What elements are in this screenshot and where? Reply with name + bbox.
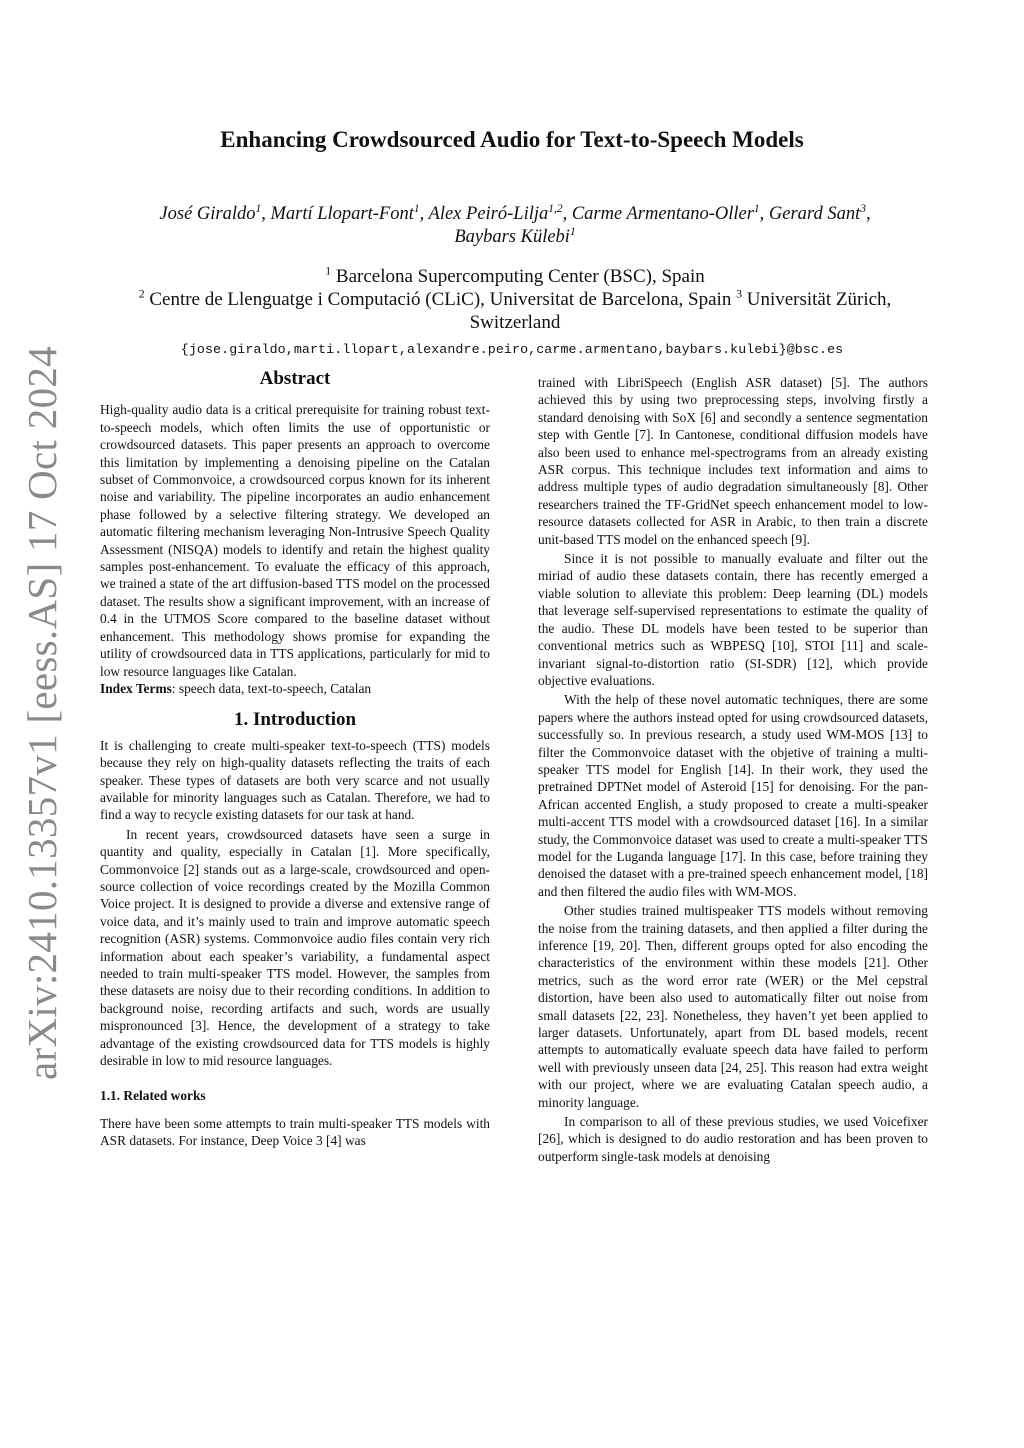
paragraph: trained with LibriSpeech (English ASR dataset) [5]. The authors achieved this by using two preprocessing steps, involving firstly a standard denoising with SoX [6] and secondly a sentence segmentation step with Gentle [7]. In Cantonese, conditional diffusion models have also been used to enhance mel-spectrograms from an already existing ASR corpus. This technique includes text information and aims to address multiple types of audio degradation simultaneously [8]. Other researchers trained the TF-GridNet speech enhancement model to low-resource datasets collected for ASR in Arabic, to then train a discrete unit-based TTS model on the enhanced speech [9]. [538,375,928,547]
paragraph: With the help of these novel automatic techniques, there are some papers where the authors instead opted for using crowdsourced datasets, successfully so. In previous research, a study used WM-MOS [13] to filter the Commonvoice dataset with the objetive of training a multi-speaker TTS model for English [14]. In their work, they used the pretrained DPTNet model of Asteroid [15] for denoising. For the pan-African accented English, a study proposed to create a multi-speaker multi-accent TTS model with a crowdsourced dataset [16]. In a similar study, the Commonvoice dataset was used to create a multi-speaker TTS model for the Luganda language [17]. In this case, before training they denoised the dataset with a pre-trained speech enhancement model, [18] and then filtered the audio files with WM-MOS. [538,692,928,899]
author-affiliation-mark: 1 [569,225,576,238]
paragraph: There have been some attempts to train multi-speaker TTS models with ASR datasets. For instance, Deep Voice 3 [4] was [100,1115,490,1149]
author-name: Baybars Külebi [454,227,570,247]
author-name: Carme Armentano-Oller [571,204,754,224]
abstract-heading: Abstract [259,368,331,389]
affiliation-text: Centre de Llenguatge i Computació (CLiC), Universitat de Barcelona, Spain [149,289,732,310]
introduction-heading: 1. Introduction [233,709,357,731]
affiliation-text: Universität Zürich, [746,289,892,310]
index-terms [100,680,490,697]
right-column [538,374,928,1165]
paragraph: In recent years, crowdsourced datasets have seen a surge in quantity and quality, especially in Catalan [1]. More specifically, Commonvoice [2] stands out as a large-scale, crowdsourced and open-source collection of voice recordings created by the Mozilla Common Voice project. It is designed to provide a diverse and extensive range of voice data, and it’s mainly used to train and improve automatic speech recognition (ASR) systems. Commonvoice audio files contain very rich information about each speaker’s variability, a fundamental aspect needed to train multi-speaker TTS model. However, the samples from these datasets are noisy due to their recording conditions. In addition to background noise, recording artifacts and such, words are usually mispronounced [3]. Hence, the development of a strategy to take advantage of the existing crowdsourced data for TTS models is highly desirable in low to mid resource languages. [100,826,490,1069]
affiliation-line [100,265,930,288]
author-affiliation-mark: 1 [413,202,420,215]
author-name: José Giraldo [159,204,256,224]
affiliation-mark: 2 [138,287,145,301]
author-affiliation-mark: 1 [255,202,262,215]
paragraph: Since it is not possible to manually evaluate and filter out the miriad of audio these datasets contain, there has recently emerged a viable solution to alleviate this problem: Deep learning (DL) models that leverage self-supervised representations to estimate the quality of the audio. These DL models have been tested to be superior than conventional metrics such as WBPESQ [10], STOI [11] and scale-invariant signal-to-distortion ratio (SI-SDR) [12], which provide objective evaluations. [538,551,928,688]
index-terms-text: : speech data, text-to-speech, Catalan [171,680,372,696]
author-affiliation-mark: 3 [860,202,866,215]
paper-title: Enhancing Crowdsourced Audio for Text-to-Speech Models [220,127,804,152]
author-name: Gerard Sant [768,204,861,224]
affiliation-text: Barcelona Supercomputing Center (BSC), Spain [335,266,705,287]
author-affiliation-mark: 1 [753,202,760,215]
paragraph: Other studies trained multispeaker TTS models without removing the noise from the training datasets, and then applied a filter during the inference [19, 20]. Then, different groups opted for also encoding the characteristics of the environment within these models [21]. Other metrics, such as the word error rate (WER) or the Mel cepstral distortion, have been also used to automatically filter out noise from small datasets [22, 23]. Nonetheless, they haven’t yet been applied to larger datasets. Unfortunately, apart from DL based models, recent attempts to automatically evaluate speech data have failed to perform well with previously unseen data [24, 25]. This reason had extra weight with our project, where we are evaluating Catalan speech audio, a minority language. [538,903,928,1110]
affiliation-line [100,288,930,311]
author-name: Alex Peiró-Lilja [428,204,549,224]
affiliation-text: Switzerland [469,312,561,333]
affiliation-mark: 3 [736,287,742,301]
paragraph: In comparison to all of these previous studies, we used Voicefixer [26], which is designed to do audio restoration and has been proven to outperform single-task models at denoising [538,1114,928,1164]
arxiv-identifier: arXiv:2410.13357v1 [eess.AS] 17 Oct 2024 [19,346,65,1080]
author-emails: {jose.giraldo,marti.llopart,alexandre.peiro,carme.armentano,baybars.kulebi}@bsc.es [180,342,844,357]
affiliation-mark: 1 [325,264,332,278]
abstract-text: High-quality audio data is a critical prerequisite for training robust text-to-speech models, which often limits the use of opportunistic or crowdsourced datasets. This paper presents an approach to overcome this limitation by implementing a denoising pipeline on the Catalan subset of Commonvoice, a crowdsourced corpus known for its inherent noise and variability. The pipeline incorporates an audio enhancement phase followed by a selective filtering strategy. We developed an automatic filtering mechanism leveraging Non-Intrusive Speech Quality Assessment (NISQA) models to identify and retain the highest quality samples post-enhancement. To evaluate the efficacy of this approach, we trained a state of the art diffusion-based TTS model on the processed dataset. The results show a significant improvement, with an increase of 0.4 in the UTMOS Score compared to the baseline dataset without enhancement. This methodology shows promise for expanding the utility of crowdsourced data in TTS applications, particularly for mid to low resource languages like Catalan. [100,402,490,679]
affiliations [100,265,930,334]
affiliation-line [100,311,930,334]
left-column [100,368,490,1150]
author-affiliation-mark: 1,2 [548,202,563,215]
paragraph: It is challenging to create multi-speaker text-to-speech (TTS) models because they rely on high-quality datasets reflecting the traits of each speaker. These types of datasets are both very scarce and not usually available for minority languages such as Catalan. Therefore, we had to find a way to recycle existing datasets for our task at hand. [100,737,490,823]
related-works-heading: 1.1. Related works [100,1088,206,1104]
author-list: José Giraldo$^1$, Martí Llopart-Font$^1$, Alex Peiró-Lilja$^{1,2}$, Carme Armentano-Oller$^1$, Gerard Sant$^3$, Baybars Külebi$^1$ [159,202,871,247]
author-name: Martí Llopart-Font [270,204,414,224]
index-terms-label: Index Terms [100,680,172,696]
